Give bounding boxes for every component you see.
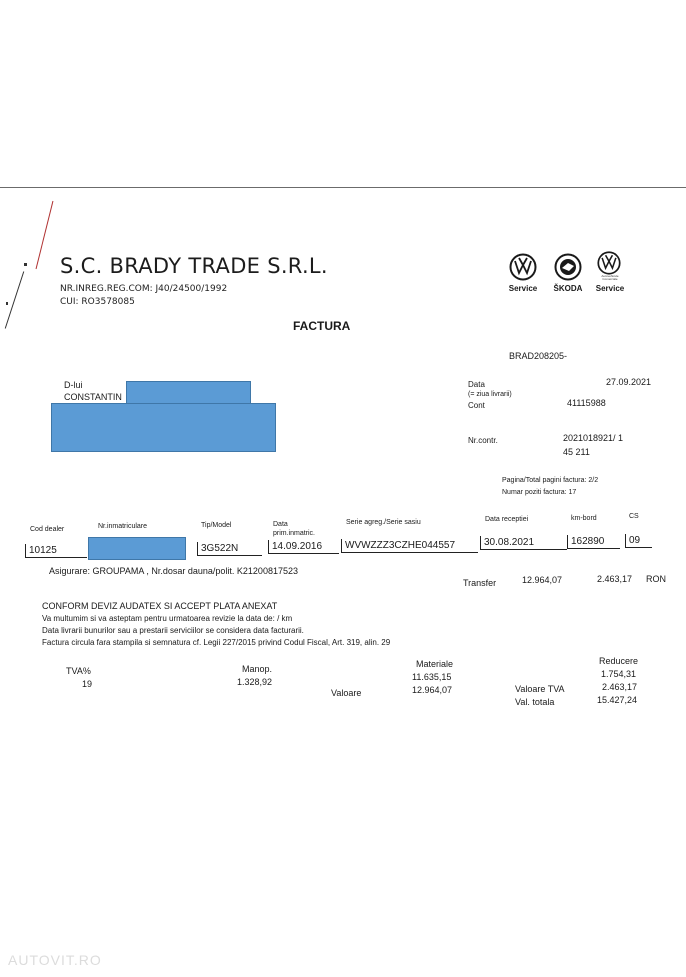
value-amount: 12.964,07 xyxy=(412,685,453,695)
insurance-line: Asigurare: GROUPAMA , Nr.dosar dauna/polit. K21200817523 xyxy=(49,566,298,576)
logo-label-service: Service xyxy=(508,284,538,293)
vin-value: WVWZZZ3CZHE044557 xyxy=(341,539,478,553)
vat-total-label: Valoare TVA xyxy=(515,684,565,694)
contract-value-line2: 45 211 xyxy=(563,447,590,457)
dealer-code-value: 10125 xyxy=(25,544,87,558)
autovit-watermark: AUTOVIT.RO xyxy=(8,952,102,968)
skoda-logo-icon xyxy=(554,253,582,281)
transfer-label: Transfer xyxy=(463,578,497,588)
legal-note: Factura circula fara stampila si semnatura cf. Legii 227/2015 privind Codul Fiscal, Art. 319, alin. 29 xyxy=(42,638,391,647)
scan-edge-mark xyxy=(6,302,8,305)
tva-percent-value: 19 xyxy=(82,679,93,689)
value-label: Valoare xyxy=(331,688,362,698)
scan-edge-mark xyxy=(36,201,54,269)
grand-total-label: Val. totala xyxy=(515,697,555,707)
logo-label-skoda: ŠKODA xyxy=(553,284,583,293)
transfer-amount: 12.964,07 xyxy=(522,575,563,585)
item-count: Numar poziti factura: 17 xyxy=(502,489,577,496)
dealer-code-label: Cod dealer xyxy=(30,526,65,533)
company-registration: NR.INREG.REG.COM: J40/24500/1992 xyxy=(60,284,228,294)
delivery-date-note: Data livrarii bunurilor sau a prestarii serviciilor se considera data facturarii. xyxy=(42,626,304,635)
date-label: Data xyxy=(468,380,485,389)
materials-value: 11.635,15 xyxy=(412,672,452,682)
materials-label: Materiale xyxy=(416,659,454,669)
company-cui: CUI: RO3578085 xyxy=(60,297,135,307)
grand-total-value: 15.427,24 xyxy=(597,695,638,705)
vw-logo-icon xyxy=(509,253,537,281)
thank-you-note: Va multumim si va asteptam pentru urmatoarea revizie la data de: / km xyxy=(42,614,293,623)
labor-value: 1.328,92 xyxy=(237,677,273,687)
customer-name: CONSTANTIN xyxy=(64,392,122,402)
transfer-vat: 2.463,17 xyxy=(597,574,633,584)
km-label: km-bord xyxy=(571,515,597,522)
contract-label: Nr.contr. xyxy=(468,436,498,445)
labor-label: Manop. xyxy=(242,664,273,674)
company-name: S.C. BRADY TRADE S.R.L. xyxy=(60,254,328,278)
invoice-number: BRAD208205- xyxy=(509,351,568,361)
account-label: Cont xyxy=(468,401,485,410)
document-title: FACTURA xyxy=(293,319,351,333)
cs-label: CS xyxy=(629,513,639,520)
delivery-day-label: (= ziua livrarii) xyxy=(468,391,512,398)
logo-label-service-commercial: Service xyxy=(595,284,625,293)
vat-total-value: 2.463,17 xyxy=(602,682,638,692)
vw-commercial-logo-icon xyxy=(597,251,621,275)
redacted-customer-address xyxy=(51,403,276,452)
discount-label: Reducere xyxy=(599,656,639,666)
plate-label: Nr.inmatriculare xyxy=(98,523,148,530)
page-count: Pagina/Total pagini factura: 2/2 xyxy=(502,477,599,484)
reception-date-label: Data receptiei xyxy=(485,516,529,523)
registration-date-label-line2: prim.inmatric. xyxy=(273,530,316,537)
scan-edge-mark xyxy=(5,271,24,328)
reception-date-value: 30.08.2021 xyxy=(480,536,567,550)
km-value: 162890 xyxy=(567,535,620,549)
registration-date-label: Data xyxy=(273,521,288,528)
customer-salutation: D-lui xyxy=(64,380,83,390)
page-top-border xyxy=(0,187,686,188)
cs-value: 09 xyxy=(625,534,652,548)
account-value: 41115988 xyxy=(567,398,606,408)
vin-label: Serie agreg./Serie sasiu xyxy=(346,519,421,526)
date-value: 27.09.2021 xyxy=(606,377,652,387)
conform-note: CONFORM DEVIZ AUDATEX SI ACCEPT PLATA ANEXAT xyxy=(42,601,278,611)
contract-value: 2021018921/ 1 xyxy=(563,433,624,443)
commercial-vehicles-text: Autovehicule Comerciale xyxy=(601,274,619,281)
discount-value: 1.754,31 xyxy=(601,669,637,679)
redacted-plate-number xyxy=(88,537,186,560)
model-label: Tip/Model xyxy=(201,522,232,529)
scan-edge-mark xyxy=(24,263,27,266)
tva-percent-label: TVA% xyxy=(66,666,91,676)
model-value: 3G522N xyxy=(197,542,262,556)
registration-date-value: 14.09.2016 xyxy=(268,540,339,554)
transfer-currency: RON xyxy=(646,574,666,584)
